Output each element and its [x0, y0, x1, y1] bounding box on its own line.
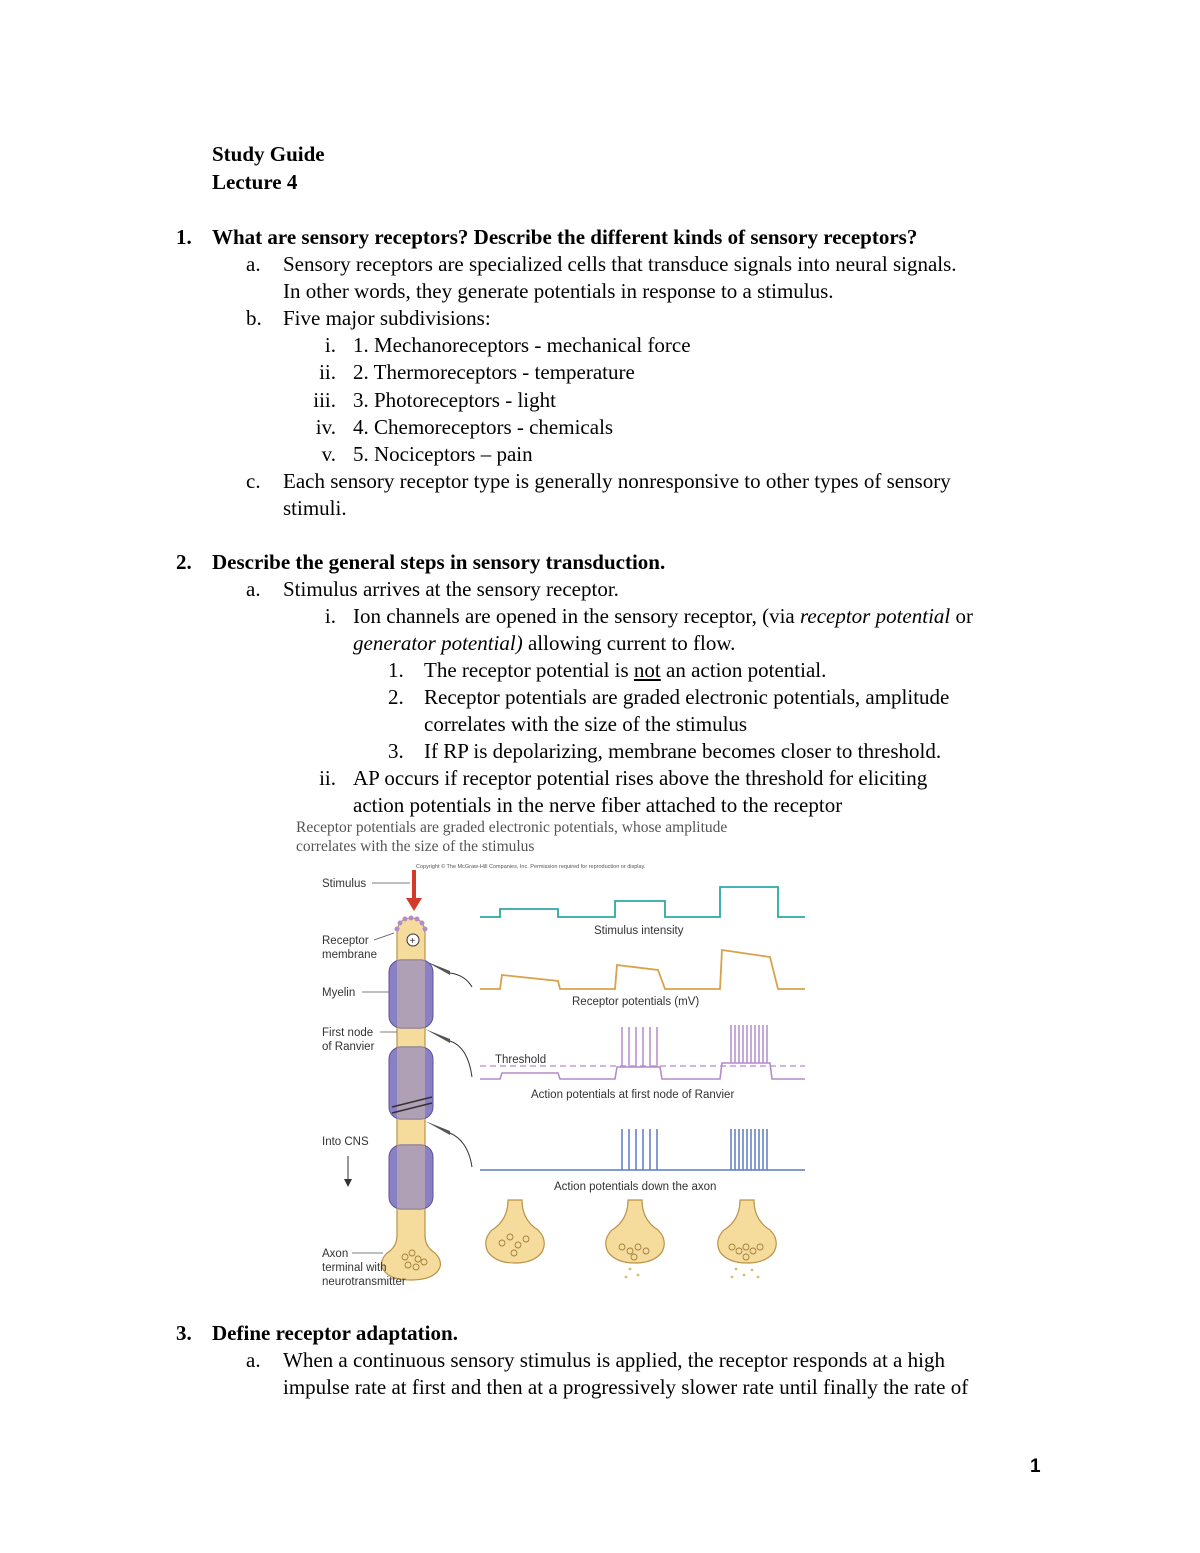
axon-terminal	[718, 1200, 777, 1263]
label-membrane: membrane	[322, 949, 377, 961]
figure-diagram	[290, 815, 820, 1295]
list-marker: ii.	[319, 360, 336, 384]
list-marker: 1.	[388, 658, 404, 682]
answer-line	[353, 630, 735, 657]
label-stimulus: Stimulus	[322, 878, 367, 890]
answer-line: stimuli.	[283, 496, 347, 520]
axon-terminal	[606, 1200, 665, 1263]
electrode	[425, 1029, 450, 1043]
answer-line: Five major subdivisions:	[283, 306, 491, 330]
question-text: What are sensory receptors? Describe the different kinds of sensory receptors?	[212, 225, 918, 249]
receptor-potential-figure	[290, 815, 820, 1295]
list-marker: v.	[321, 442, 336, 466]
answer-line	[353, 603, 973, 630]
doc-subtitle: Lecture 4	[212, 170, 298, 194]
list-marker: iv.	[315, 415, 336, 439]
list-item: 1. Mechanoreceptors - mechanical force	[353, 333, 691, 357]
question-number: 2.	[176, 550, 192, 574]
stimulus-arrow	[406, 898, 422, 911]
question-text: Describe the general steps in sensory transduction.	[212, 550, 666, 574]
answer-line: Each sensory receptor type is generally nonresponsive to other types of sensory	[283, 469, 951, 493]
answer-line: impulse rate at first and then at a progressively slower rate until finally the rate of	[283, 1375, 969, 1399]
answer-line: Sensory receptors are specialized cells that transduce signals into neural signals.	[283, 252, 957, 276]
label-ap-axon: Action potentials down the axon	[554, 1181, 717, 1193]
list-item: 3. Photoreceptors - light	[353, 388, 556, 412]
label-myelin: Myelin	[322, 987, 356, 999]
answer-line: Stimulus arrives at the sensory receptor.	[283, 577, 619, 601]
question-text: Define receptor adaptation.	[212, 1321, 458, 1345]
list-item: 4. Chemoreceptors - chemicals	[353, 415, 614, 439]
label-ap-first-node: Action potentials at first node of Ranvier	[531, 1089, 735, 1101]
axon-spikes	[622, 1129, 767, 1170]
list-item: 2. Thermoreceptors - temperature	[353, 360, 635, 384]
question-number: 3.	[176, 1321, 192, 1345]
stimulus-intensity-trace	[480, 887, 805, 917]
label-threshold: Threshold	[495, 1054, 547, 1066]
page-number: 1	[1030, 1456, 1041, 1477]
text-run: or	[950, 604, 974, 628]
list-marker: i.	[324, 604, 336, 628]
electrode	[425, 1121, 450, 1135]
electrode-lead	[450, 1133, 472, 1167]
doc-title: Study Guide	[212, 142, 325, 166]
text-run-underlined: not	[633, 658, 661, 682]
answer-line: action potentials in the nerve fiber attached to the receptor	[353, 793, 843, 817]
figure-caption: Receptor potentials are graded electronic potentials, whose amplitude	[296, 819, 728, 836]
text-run-italic: receptor potential	[799, 604, 951, 628]
list-marker: i.	[324, 333, 336, 357]
question-number: 1.	[176, 225, 192, 249]
text-run: allowing current to flow.	[522, 631, 736, 655]
label-into-cns: Into CNS	[322, 1136, 369, 1148]
list-marker: a.	[246, 577, 261, 601]
list-marker: a.	[246, 252, 261, 276]
axon-terminal	[486, 1200, 545, 1263]
text-run-italic: generator potential)	[353, 631, 523, 655]
text-run: an action potential.	[660, 658, 827, 682]
label-neurotransmitter: neurotransmitter	[322, 1276, 406, 1288]
released-neurotransmitter	[625, 1268, 760, 1279]
arrow-down-icon	[344, 1179, 352, 1187]
axon-core-highlight	[397, 960, 425, 1028]
list-marker: 2.	[388, 685, 404, 709]
receptor-potential-trace	[480, 950, 805, 989]
label-axon-terminal: terminal with	[322, 1262, 387, 1274]
first-node-spikes	[622, 1025, 767, 1067]
answer-line	[424, 657, 826, 684]
receptor-membrane	[397, 918, 425, 935]
list-item: 5. Nociceptors – pain	[353, 442, 533, 466]
text-run: The receptor potential is	[424, 658, 634, 682]
leader-line	[374, 933, 394, 940]
list-marker: c.	[246, 469, 261, 493]
neuron-illustration	[382, 870, 472, 1280]
axon-core-highlight	[397, 1145, 425, 1209]
list-marker: a.	[246, 1348, 261, 1372]
list-marker: iii.	[313, 388, 336, 412]
list-marker: 3.	[388, 739, 404, 763]
label-receptor: Receptor	[322, 935, 369, 947]
electrode-lead	[450, 973, 472, 987]
label-ranvier: of Ranvier	[322, 1041, 375, 1053]
list-marker: b.	[246, 306, 262, 330]
copyright-notice: Copyright © The McGraw-Hill Companies, Inc. Permission required for reproduction or display.	[416, 864, 646, 870]
text-run: Ion channels are opened in the sensory receptor, (via	[353, 604, 800, 628]
answer-line: AP occurs if receptor potential rises above the threshold for eliciting	[353, 766, 928, 790]
label-stimulus-intensity: Stimulus intensity	[594, 925, 684, 937]
electrode-lead	[450, 1041, 472, 1077]
plus-icon: +	[409, 936, 416, 947]
answer-line: correlates with the size of the stimulus	[424, 712, 748, 736]
answer-line: Receptor potentials are graded electronic potentials, amplitude	[424, 685, 950, 709]
answer-line: In other words, they generate potentials in response to a stimulus.	[283, 279, 834, 303]
label-first-node: First node	[322, 1027, 374, 1039]
figure-caption: correlates with the size of the stimulus	[296, 838, 535, 855]
answer-line: When a continuous sensory stimulus is applied, the receptor responds at a high	[283, 1348, 945, 1372]
list-marker: ii.	[319, 766, 336, 790]
answer-line: If RP is depolarizing, membrane becomes closer to threshold.	[424, 739, 942, 763]
label-receptor-potentials: Receptor potentials (mV)	[572, 996, 700, 1008]
label-axon: Axon	[322, 1248, 349, 1260]
